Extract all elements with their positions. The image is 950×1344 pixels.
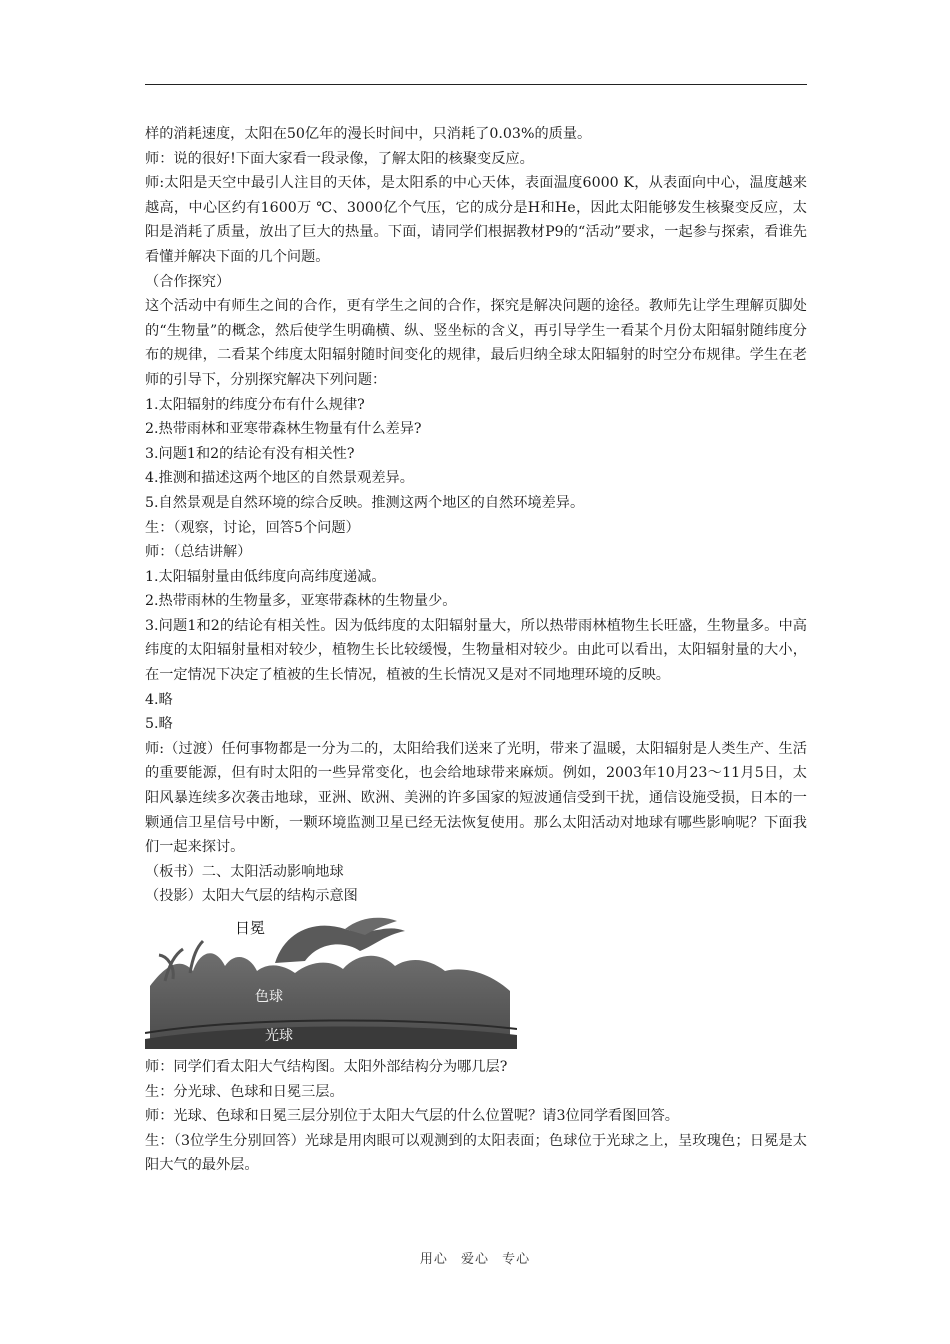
paragraph: 样的消耗速度，太阳在50亿年的漫长时间中，只消耗了0.03%的质量。 xyxy=(145,126,592,142)
answer-item: 1.太阳辐射量由低纬度向高纬度递减。 xyxy=(145,568,386,585)
paragraph: 师:太阳是天空中最引人注目的天体，是太阳系的中心天体，表面温度6000 K，从表面向中心，温度越来越高，中心区约有1600万 ℃、3000亿个气压，它的成分是H和He，因此太阳能够发生核聚变反应，太阳是消耗了质量，放出了巨大的热量。下面，请同学们根据教材P9的“活动”要求，一起参与探索，看谁先看懂并解决下面的几个问题。 xyxy=(145,175,807,265)
solar-atmosphere-figure xyxy=(145,911,517,1049)
paragraph: 师：说的很好!下面大家看一段录像，了解太阳的核聚变反应。 xyxy=(145,150,534,167)
paragraph: （投影）太阳大气层的结构示意图 xyxy=(145,888,358,905)
header-rule xyxy=(145,84,807,85)
page-footer xyxy=(0,1248,950,1267)
paragraph: （板书）二、太阳活动影响地球 xyxy=(145,863,344,880)
label-chromosphere: 色球 xyxy=(255,989,283,1005)
footer-word: 用心 xyxy=(419,1252,448,1267)
question-item: 2.热带雨林和亚寒带森林生物量有什么差异? xyxy=(145,421,422,438)
paragraph: 师：同学们看太阳大气结构图。太阳外部结构分为哪几层? xyxy=(145,1059,508,1075)
footer-word: 爱心 xyxy=(460,1252,489,1267)
answer-item: 3.问题1和2的结论有相关性。因为低纬度的太阳辐射量大，所以热带雨林植物生长旺盛，生物量多。中高纬度的太阳辐射量相对较少，植物生长比较缓慢，生物量相对较少。由此可以看出，太阳辐射量的大小，在一定情况下决定了植被的生长情况，植被的生长情况又是对不同地理环境的反映。 xyxy=(145,617,807,684)
paragraph: 这个活动中有师生之间的合作，更有学生之间的合作，探究是解决问题的途径。教师先让学生理解页脚处的“生物量”的概念，然后使学生明确横、纵、竖坐标的含义，再引导学生一看某个月份太阳辐射随纬度分布的规律，二看某个纬度太阳辐射随时间变化的规律，最后归纳全球太阳辐射的时空分布规律。学生在老师的引导下，分别探究解决下列问题： xyxy=(145,298,807,388)
question-item: 3.问题1和2的结论有没有相关性? xyxy=(145,445,355,462)
paragraph: 师：光球、色球和日冕三层分别位于太阳大气层的什么位置呢？请3位同学看图回答。 xyxy=(145,1108,679,1125)
paragraph: 师:（过渡）任何事物都是一分为二的，太阳给我们送来了光明，带来了温暖，太阳辐射是人类生产、生活的重要能源，但有时太阳的一些异常变化，也会给地球带来麻烦。例如，2003年10月23～11月5日，太阳风暴连续多次袭击地球，亚洲、欧洲、美洲的许多国家的短波通信受到干扰，通信设施受损，日本的一颗通信卫星信号中断，一颗环境监测卫星已经无法恢复使用。那么太阳活动对地球有哪些影响呢？下面我们一起来探讨。 xyxy=(145,740,807,856)
label-corona: 日冕 xyxy=(235,919,266,937)
question-item: 4.推测和描述这两个地区的自然景观差异。 xyxy=(145,470,414,487)
question-item: 5.自然景观是自然环境的综合反映。推测这两个地区的自然环境差异。 xyxy=(145,494,585,511)
paragraph: 师：（总结讲解） xyxy=(145,544,252,561)
answer-item: 2.热带雨林的生物量多，亚寒带森林的生物量少。 xyxy=(145,593,457,610)
answer-item: 4.略 xyxy=(145,691,173,708)
paragraph: 生：分光球、色球和日冕三层。 xyxy=(145,1083,344,1100)
question-item: 1.太阳辐射的纬度分布有什么规律? xyxy=(145,396,365,413)
paragraph: 生：（3位学生分别回答）光球是用肉眼可以观测到的太阳表面；色球位于光球之上，呈玫瑰色；日冕是太阳大气的最外层。 xyxy=(145,1132,807,1174)
footer-word: 专心 xyxy=(502,1252,531,1267)
answer-item: 5.略 xyxy=(145,716,173,733)
paragraph: 生：（观察，讨论，回答5个问题） xyxy=(145,519,360,536)
paragraph: （合作探究） xyxy=(145,273,231,290)
document-body xyxy=(145,122,807,1178)
label-photosphere: 光球 xyxy=(265,1028,293,1044)
